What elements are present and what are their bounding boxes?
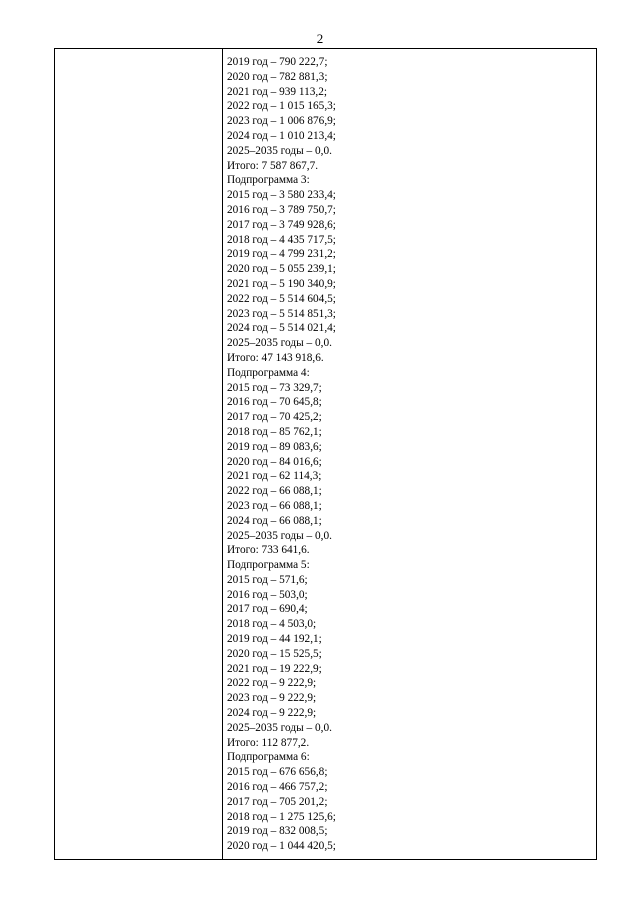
funding-line: 2022 год – 9 222,9; <box>227 677 317 690</box>
table-right-cell <box>223 49 596 859</box>
funding-line: 2018 год – 85 762,1; <box>227 425 322 438</box>
funding-line: 2015 год – 3 580 233,4; <box>227 189 336 202</box>
funding-table <box>54 48 597 860</box>
funding-line: 2019 год – 790 222,7; <box>227 56 328 68</box>
funding-line: 2020 год – 5 055 239,1; <box>227 263 336 276</box>
funding-line: 2016 год – 466 757,2; <box>227 781 328 794</box>
funding-line: 2025–2035 годы – 0,0. <box>227 529 332 542</box>
funding-line: 2021 год – 62 114,3; <box>227 470 322 483</box>
funding-line: 2020 год – 1 044 420,5; <box>227 840 336 853</box>
funding-line: 2021 год – 939 113,2; <box>227 85 328 98</box>
funding-line: 2022 год – 5 514 604,5; <box>227 292 336 305</box>
funding-line: 2024 год – 9 222,9; <box>227 707 317 720</box>
funding-line: 2025–2035 годы – 0,0. <box>227 337 332 350</box>
funding-line: 2019 год – 4 799 231,2; <box>227 248 336 261</box>
funding-line: 2019 год – 832 008,5; <box>227 825 328 838</box>
funding-line: 2025–2035 годы – 0,0. <box>227 144 332 157</box>
funding-line: 2016 год – 3 789 750,7; <box>227 203 336 216</box>
funding-line: Итого: 47 143 918,6. <box>227 351 324 364</box>
funding-line: 2024 год – 1 010 213,4; <box>227 129 336 142</box>
funding-line: 2016 год – 503,0; <box>227 588 308 601</box>
funding-line: 2016 год – 70 645,8; <box>227 396 322 409</box>
funding-line: 2022 год – 66 088,1; <box>227 485 322 498</box>
funding-line: Итого: 733 641,6. <box>227 544 310 557</box>
funding-line: 2020 год – 15 525,5; <box>227 647 322 660</box>
funding-line: 2025–2035 годы – 0,0. <box>227 721 332 734</box>
funding-line: Подпрограмма 4: <box>227 366 310 379</box>
funding-line: 2017 год – 70 425,2; <box>227 411 322 424</box>
funding-line: 2017 год – 705 201,2; <box>227 795 328 808</box>
funding-line: 2024 год – 66 088,1; <box>227 514 322 527</box>
funding-line: 2022 год – 1 015 165,3; <box>227 100 336 113</box>
funding-line: 2015 год – 571,6; <box>227 573 308 586</box>
funding-line: 2018 год – 4 503,0; <box>227 618 317 631</box>
funding-line: 2019 год – 89 083,6; <box>227 440 322 453</box>
funding-line: 2021 год – 19 222,9; <box>227 662 322 675</box>
funding-line: 2023 год – 66 088,1; <box>227 499 322 512</box>
funding-line: 2023 год – 9 222,9; <box>227 692 317 705</box>
funding-line: 2015 год – 73 329,7; <box>227 381 322 394</box>
funding-line: 2018 год – 1 275 125,6; <box>227 810 336 823</box>
funding-line: 2019 год – 44 192,1; <box>227 633 322 646</box>
funding-line: 2020 год – 84 016,6; <box>227 455 322 468</box>
funding-line: 2023 год – 1 006 876,9; <box>227 115 336 128</box>
funding-line: 2023 год – 5 514 851,3; <box>227 307 336 320</box>
funding-line: Итого: 112 877,2. <box>227 736 310 749</box>
funding-line: 2021 год – 5 190 340,9; <box>227 277 336 290</box>
table-left-cell <box>55 49 223 859</box>
funding-line: 2018 год – 4 435 717,5; <box>227 233 336 246</box>
funding-line: 2024 год – 5 514 021,4; <box>227 322 336 335</box>
funding-line: Итого: 7 587 867,7. <box>227 159 319 172</box>
page-number: 2 <box>316 31 324 46</box>
funding-line: Подпрограмма 6: <box>227 751 310 764</box>
funding-line: Подпрограмма 5: <box>227 559 310 572</box>
funding-line: 2017 год – 690,4; <box>227 603 308 616</box>
funding-line: 2015 год – 676 656,8; <box>227 766 328 779</box>
funding-line: 2020 год – 782 881,3; <box>227 70 328 83</box>
funding-line: 2017 год – 3 749 928,6; <box>227 218 336 231</box>
funding-line: Подпрограмма 3: <box>227 174 310 187</box>
